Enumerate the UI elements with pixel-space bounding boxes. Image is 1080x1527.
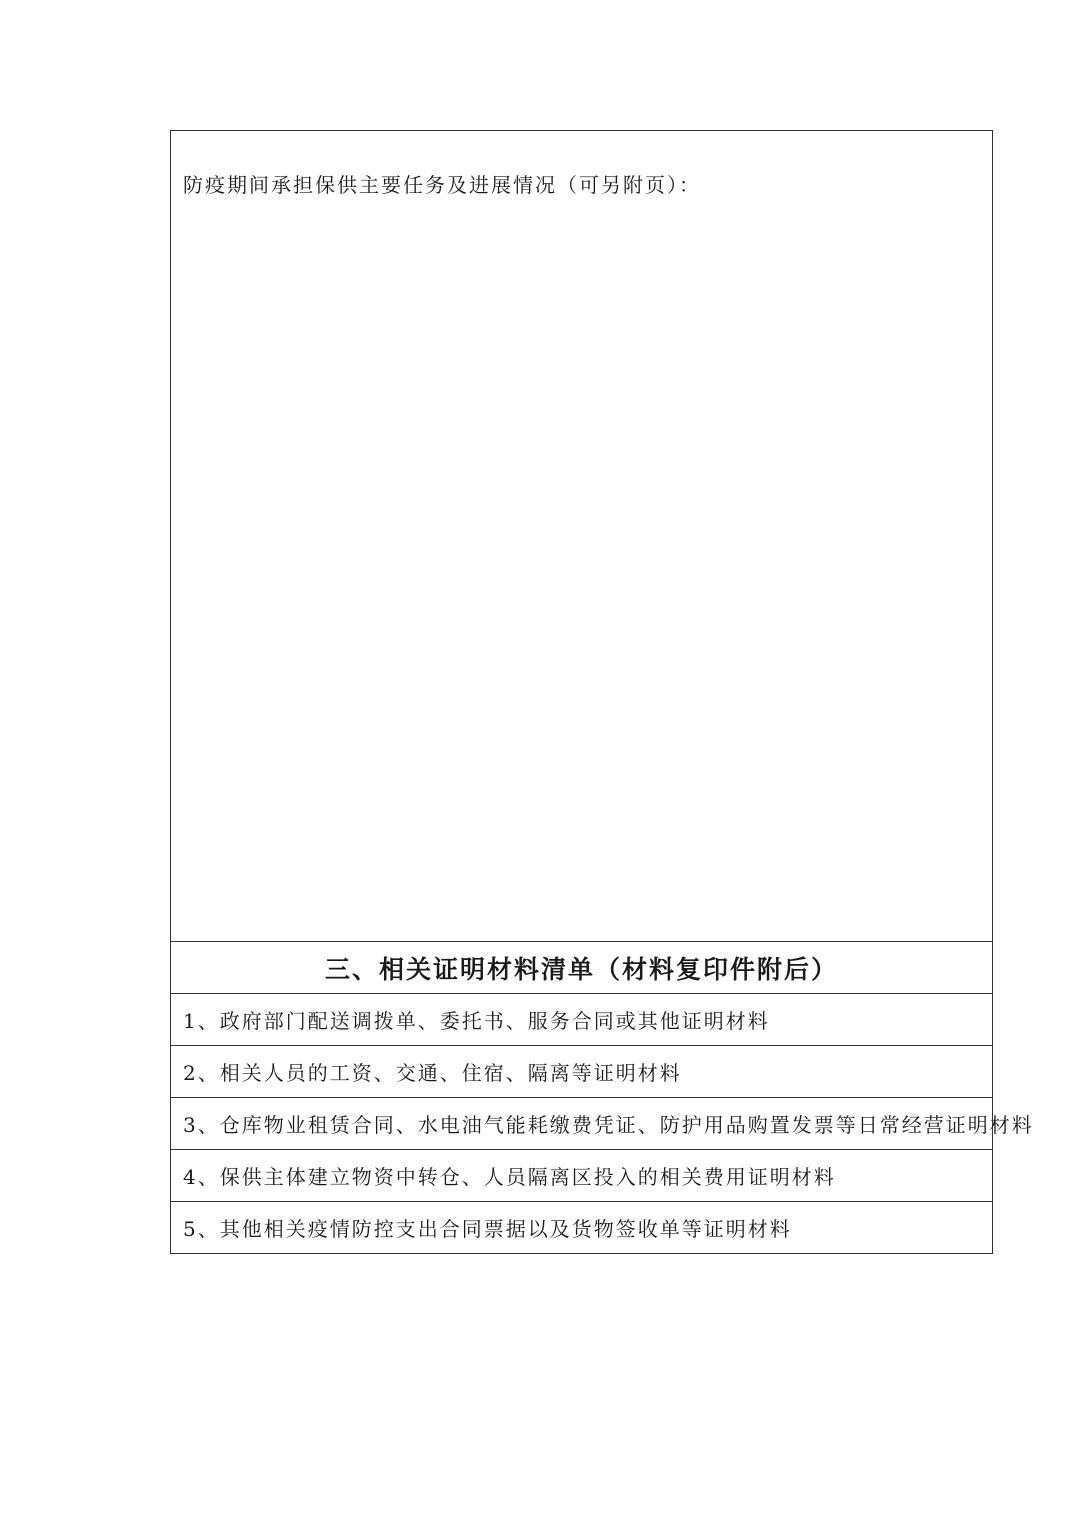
tasks-cell[interactable]	[171, 131, 993, 942]
list-item-text: 4、保供主体建立物资中转仓、人员隔离区投入的相关费用证明材料	[183, 1165, 836, 1189]
list-item	[171, 1150, 993, 1202]
section-header-row	[171, 942, 993, 994]
form-table	[170, 130, 1034, 1254]
list-item	[171, 1098, 1034, 1150]
list-item-text: 2、相关人员的工资、交通、住宿、隔离等证明材料	[183, 1061, 682, 1085]
tasks-label: 防疫期间承担保供主要任务及进展情况（可另附页）：	[183, 173, 701, 197]
list-item-text: 1、政府部门配送调拨单、委托书、服务合同或其他证明材料	[183, 1009, 770, 1033]
list-item-row	[171, 1150, 993, 1202]
section-header-cell	[171, 942, 993, 994]
list-item-row	[171, 994, 993, 1046]
tasks-row	[171, 131, 993, 942]
list-item-row	[171, 1202, 993, 1254]
list-item-text: 5、其他相关疫情防控支出合同票据以及货物签收单等证明材料	[183, 1217, 792, 1241]
section-title: 三、相关证明材料清单（材料复印件附后）	[324, 954, 838, 984]
list-item	[171, 994, 993, 1046]
list-item-row	[171, 1098, 993, 1150]
list-item-text: 3、仓库物业租赁合同、水电油气能耗缴费凭证、防护用品购置发票等日常经营证明材料	[183, 1113, 1034, 1137]
list-item	[171, 1046, 993, 1098]
list-item	[171, 1202, 993, 1254]
list-item-row	[171, 1046, 993, 1098]
